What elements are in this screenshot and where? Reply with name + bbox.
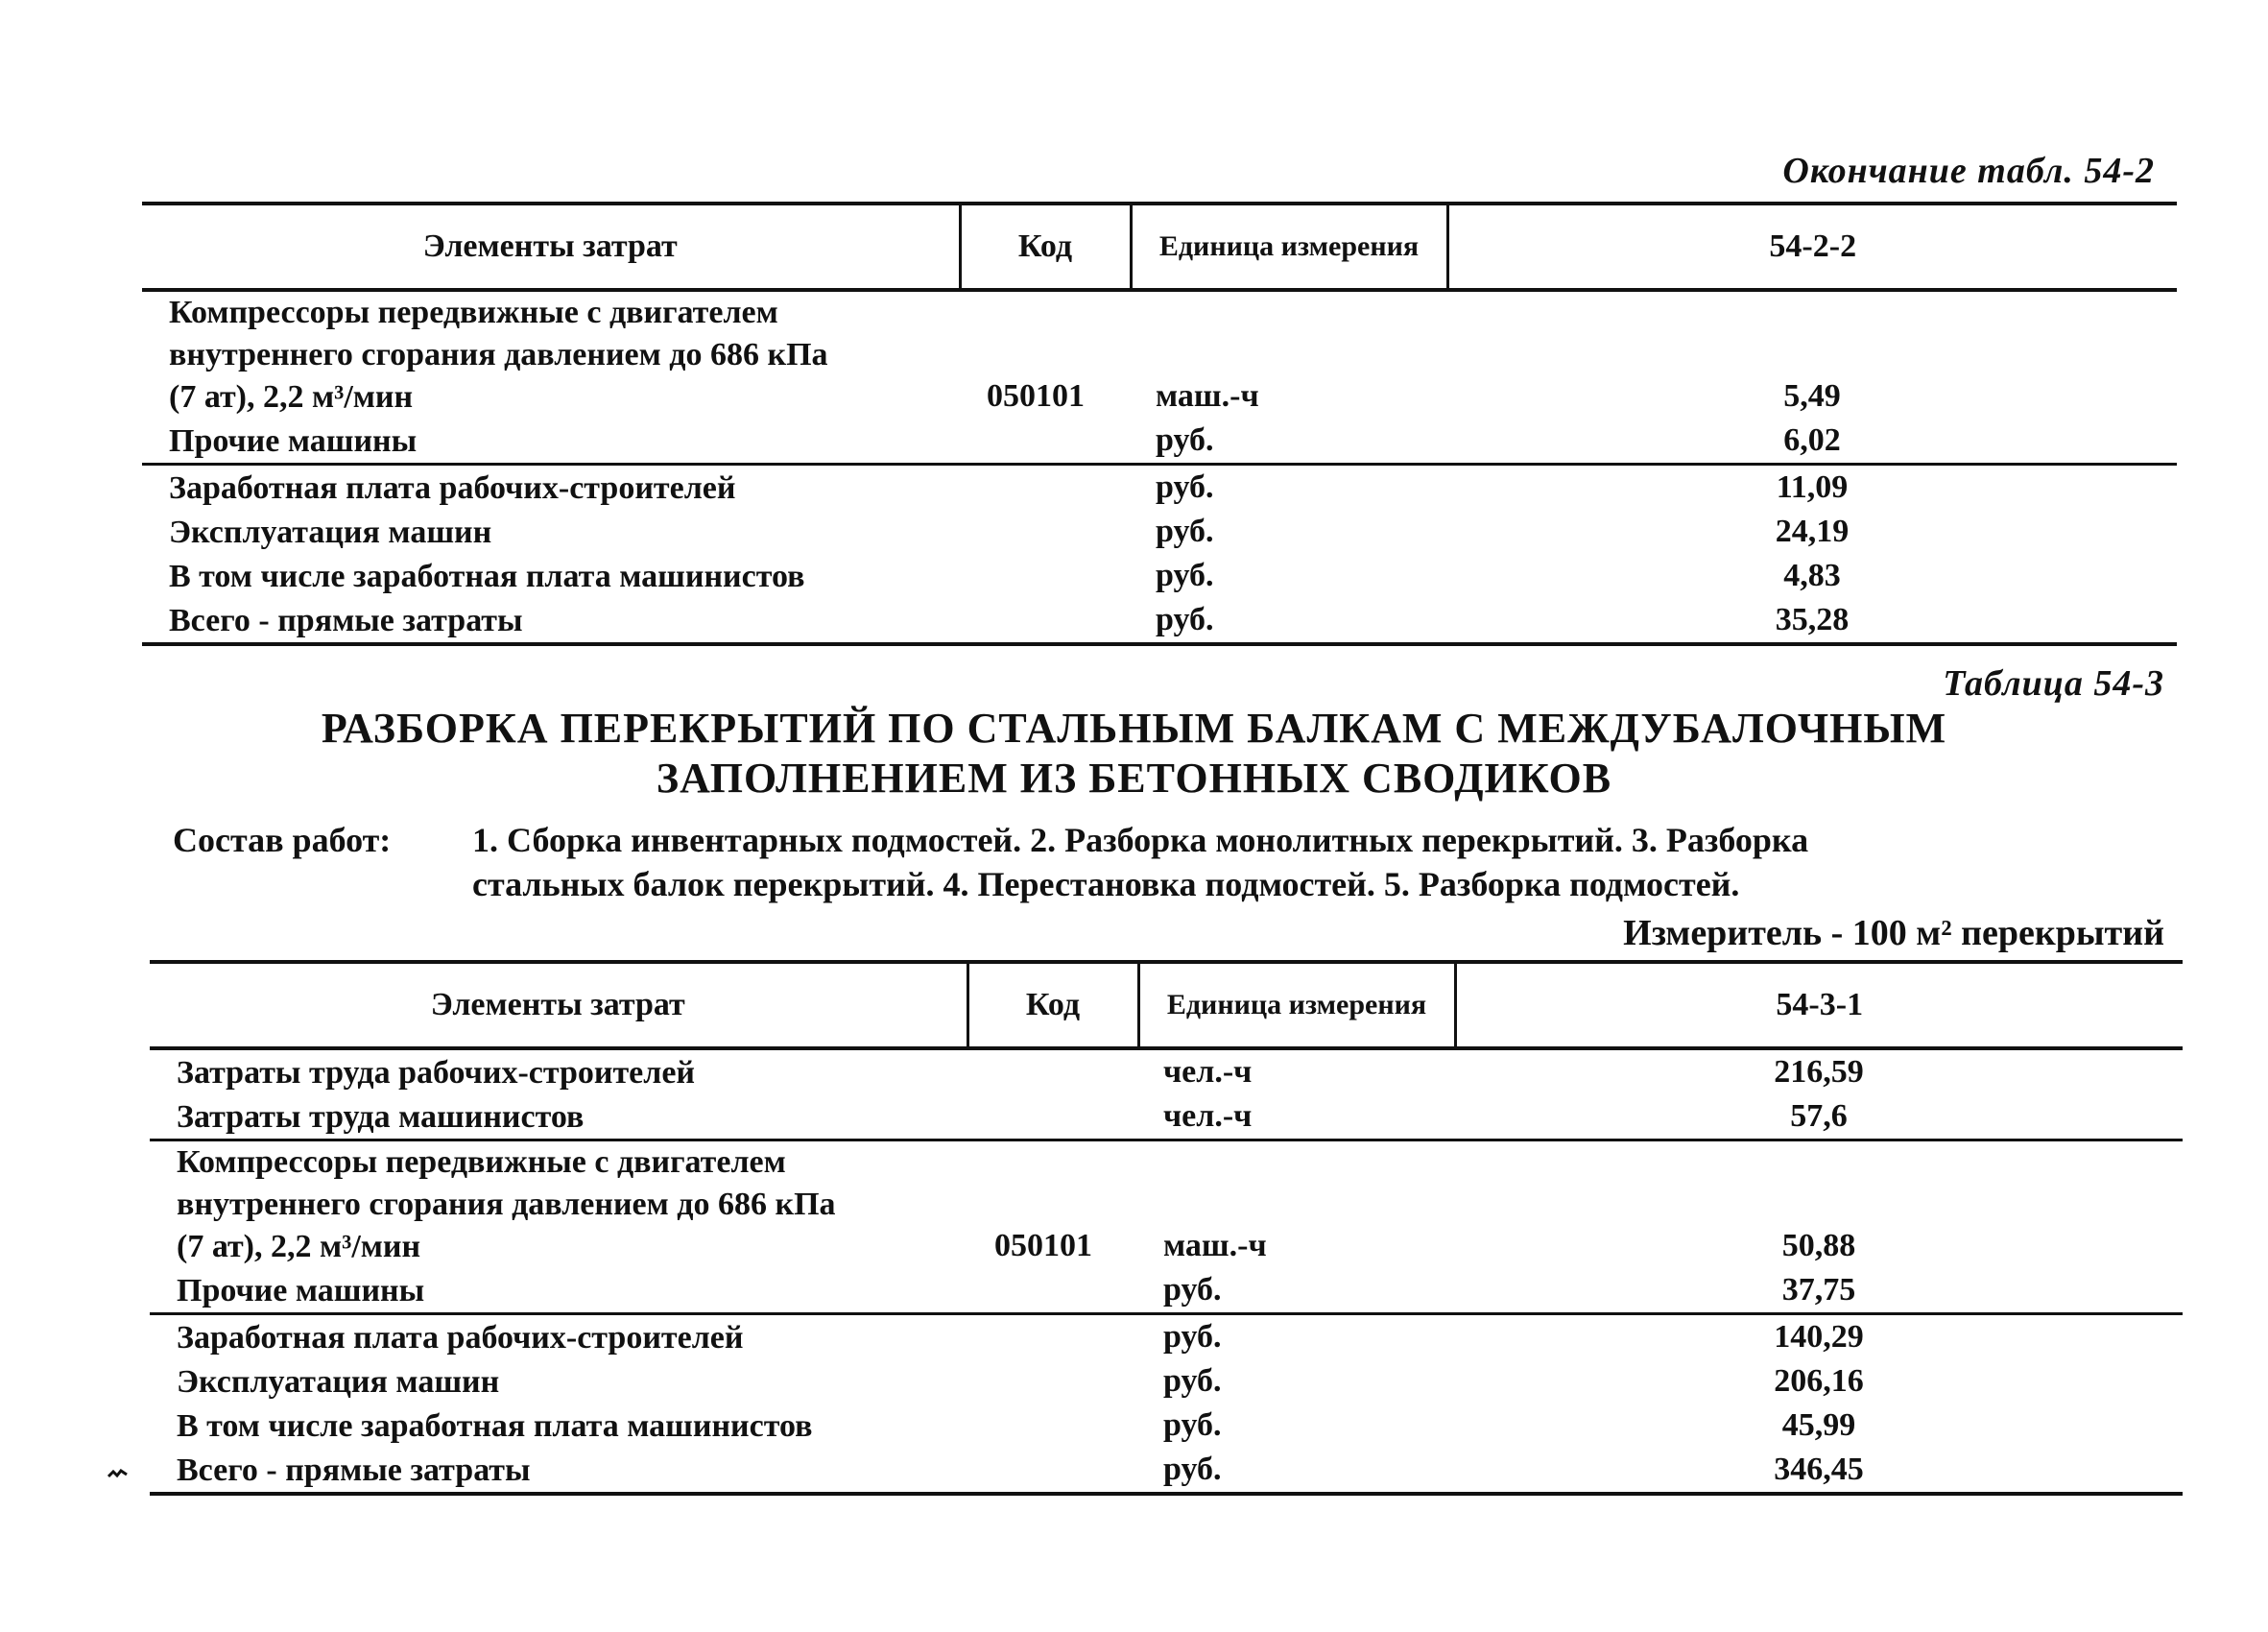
row-code — [967, 1404, 1138, 1448]
row-element: Прочие машины — [177, 1273, 425, 1308]
row-value: 11,09 — [1447, 465, 2177, 511]
row-element: Прочие машины — [169, 423, 418, 459]
table-row — [142, 465, 2177, 511]
row-unit: руб. — [1131, 465, 1447, 511]
table-row — [150, 1359, 2183, 1404]
row-code: 050101 — [987, 378, 1085, 414]
table-row — [142, 510, 2177, 554]
row-code — [960, 554, 1131, 598]
row-unit: руб. — [1156, 558, 1214, 593]
row-unit: руб. — [1163, 1272, 1222, 1308]
top-cost-table — [142, 202, 2177, 646]
measure-unit: Измеритель - 100 м² перекрытий — [1623, 913, 2164, 953]
header-unit: Единица измерения — [1131, 204, 1447, 290]
table-header-row — [142, 204, 2177, 290]
row-value: 6,02 — [1783, 422, 1841, 458]
scan-mark-icon — [107, 1469, 129, 1478]
row-element: В том числе заработная плата машинистов — [177, 1408, 813, 1444]
row-element: В том числе заработная плата машинистов — [169, 559, 805, 594]
row-unit: руб. — [1138, 1314, 1455, 1360]
table-row — [150, 1404, 2183, 1448]
row-element: Затраты труда машинистов — [177, 1099, 585, 1135]
row-value: 37,75 — [1781, 1272, 1856, 1308]
row-value: 50,88 — [1455, 1140, 2183, 1269]
row-unit: чел.-ч — [1163, 1054, 1253, 1090]
row-value: 206,16 — [1774, 1363, 1864, 1399]
row-element: Эксплуатация машин — [177, 1364, 500, 1400]
row-unit: руб. — [1163, 1407, 1222, 1443]
bottom-cost-table — [150, 960, 2183, 1496]
row-unit: руб. — [1156, 422, 1214, 458]
header-code: Код — [960, 204, 1131, 290]
row-element: Компрессоры передвижные с двигателем внутреннего сгорания давлением до 686 кПа (7 ат), 2,2 м³/мин — [150, 1140, 967, 1269]
row-code — [960, 465, 1131, 511]
row-value: 35,28 — [1447, 598, 2177, 644]
row-unit: руб. — [1163, 1363, 1222, 1399]
row-element: Компрессоры передвижные с двигателем внутреннего сгорания давлением до 686 кПа (7 ат), 2,2 м³/мин — [169, 295, 828, 415]
row-value: 4,83 — [1783, 558, 1841, 593]
row-element: Заработная плата рабочих-строителей — [150, 1314, 967, 1360]
row-unit: руб. — [1138, 1448, 1455, 1494]
table-label: Таблица 54-3 — [1943, 663, 2164, 704]
row-element: Всего - прямые затраты — [150, 1448, 967, 1494]
table-row — [142, 290, 2177, 419]
header-column-id: 54-3-1 — [1455, 962, 2183, 1048]
table-row — [150, 1140, 2183, 1269]
header-elements: Элементы затрат — [150, 962, 967, 1048]
row-value: 45,99 — [1781, 1407, 1856, 1443]
row-unit: маш.-ч — [1156, 378, 1259, 414]
table-row — [150, 1448, 2183, 1494]
row-unit: руб. — [1131, 598, 1447, 644]
row-element: Затраты труда рабочих-строителей — [177, 1055, 696, 1091]
row-code — [960, 598, 1131, 644]
table-header-row — [150, 962, 2183, 1048]
table-row — [142, 598, 2177, 644]
row-element: Эксплуатация машин — [169, 515, 492, 550]
row-value: 216,59 — [1774, 1054, 1864, 1090]
row-code — [967, 1314, 1138, 1360]
row-code — [967, 1448, 1138, 1494]
section-title-line-2: ЗАПОЛНЕНИЕМ ИЗ БЕТОННЫХ СВОДИКОВ — [656, 755, 1612, 802]
table-row — [142, 419, 2177, 465]
top-table-caption: Окончание табл. 54-2 — [1782, 151, 2155, 191]
table-row — [150, 1048, 2183, 1094]
header-column-id: 54-2-2 — [1447, 204, 2177, 290]
table-row — [150, 1314, 2183, 1360]
row-code: 050101 — [967, 1140, 1138, 1269]
header-elements: Элементы затрат — [142, 204, 960, 290]
row-value: 5,49 — [1783, 378, 1841, 414]
row-value: 57,6 — [1790, 1098, 1848, 1134]
row-code — [967, 1359, 1138, 1404]
row-value: 140,29 — [1455, 1314, 2183, 1360]
row-code — [960, 510, 1131, 554]
row-code — [960, 419, 1131, 465]
row-element: Всего - прямые затраты — [142, 598, 960, 644]
row-unit: маш.-ч — [1138, 1140, 1455, 1269]
row-code — [967, 1094, 1138, 1140]
composition-text: 1. Сборка инвентарных подмостей. 2. Разборка монолитных перекрытий. 3. Разборка стальных балок перекрытий. 4. Перестановка подмостей. 5. Разборка подмостей. — [472, 821, 1809, 903]
work-composition — [173, 818, 2227, 910]
row-code — [967, 1268, 1138, 1314]
header-unit: Единица измерения — [1138, 962, 1455, 1048]
row-unit: чел.-ч — [1163, 1098, 1253, 1134]
header-code: Код — [967, 962, 1138, 1048]
table-row — [150, 1268, 2183, 1314]
composition-label: Состав работ: — [173, 821, 392, 859]
section-title-line-1: РАЗБОРКА ПЕРЕКРЫТИЙ ПО СТАЛЬНЫМ БАЛКАМ С МЕЖДУБАЛОЧНЫМ — [321, 705, 1947, 752]
row-element: Заработная плата рабочих-строителей — [142, 465, 960, 511]
row-unit: руб. — [1156, 514, 1214, 549]
table-row — [150, 1094, 2183, 1140]
row-value: 346,45 — [1455, 1448, 2183, 1494]
table-row — [142, 554, 2177, 598]
row-value: 24,19 — [1775, 514, 1850, 549]
row-code — [967, 1048, 1138, 1094]
